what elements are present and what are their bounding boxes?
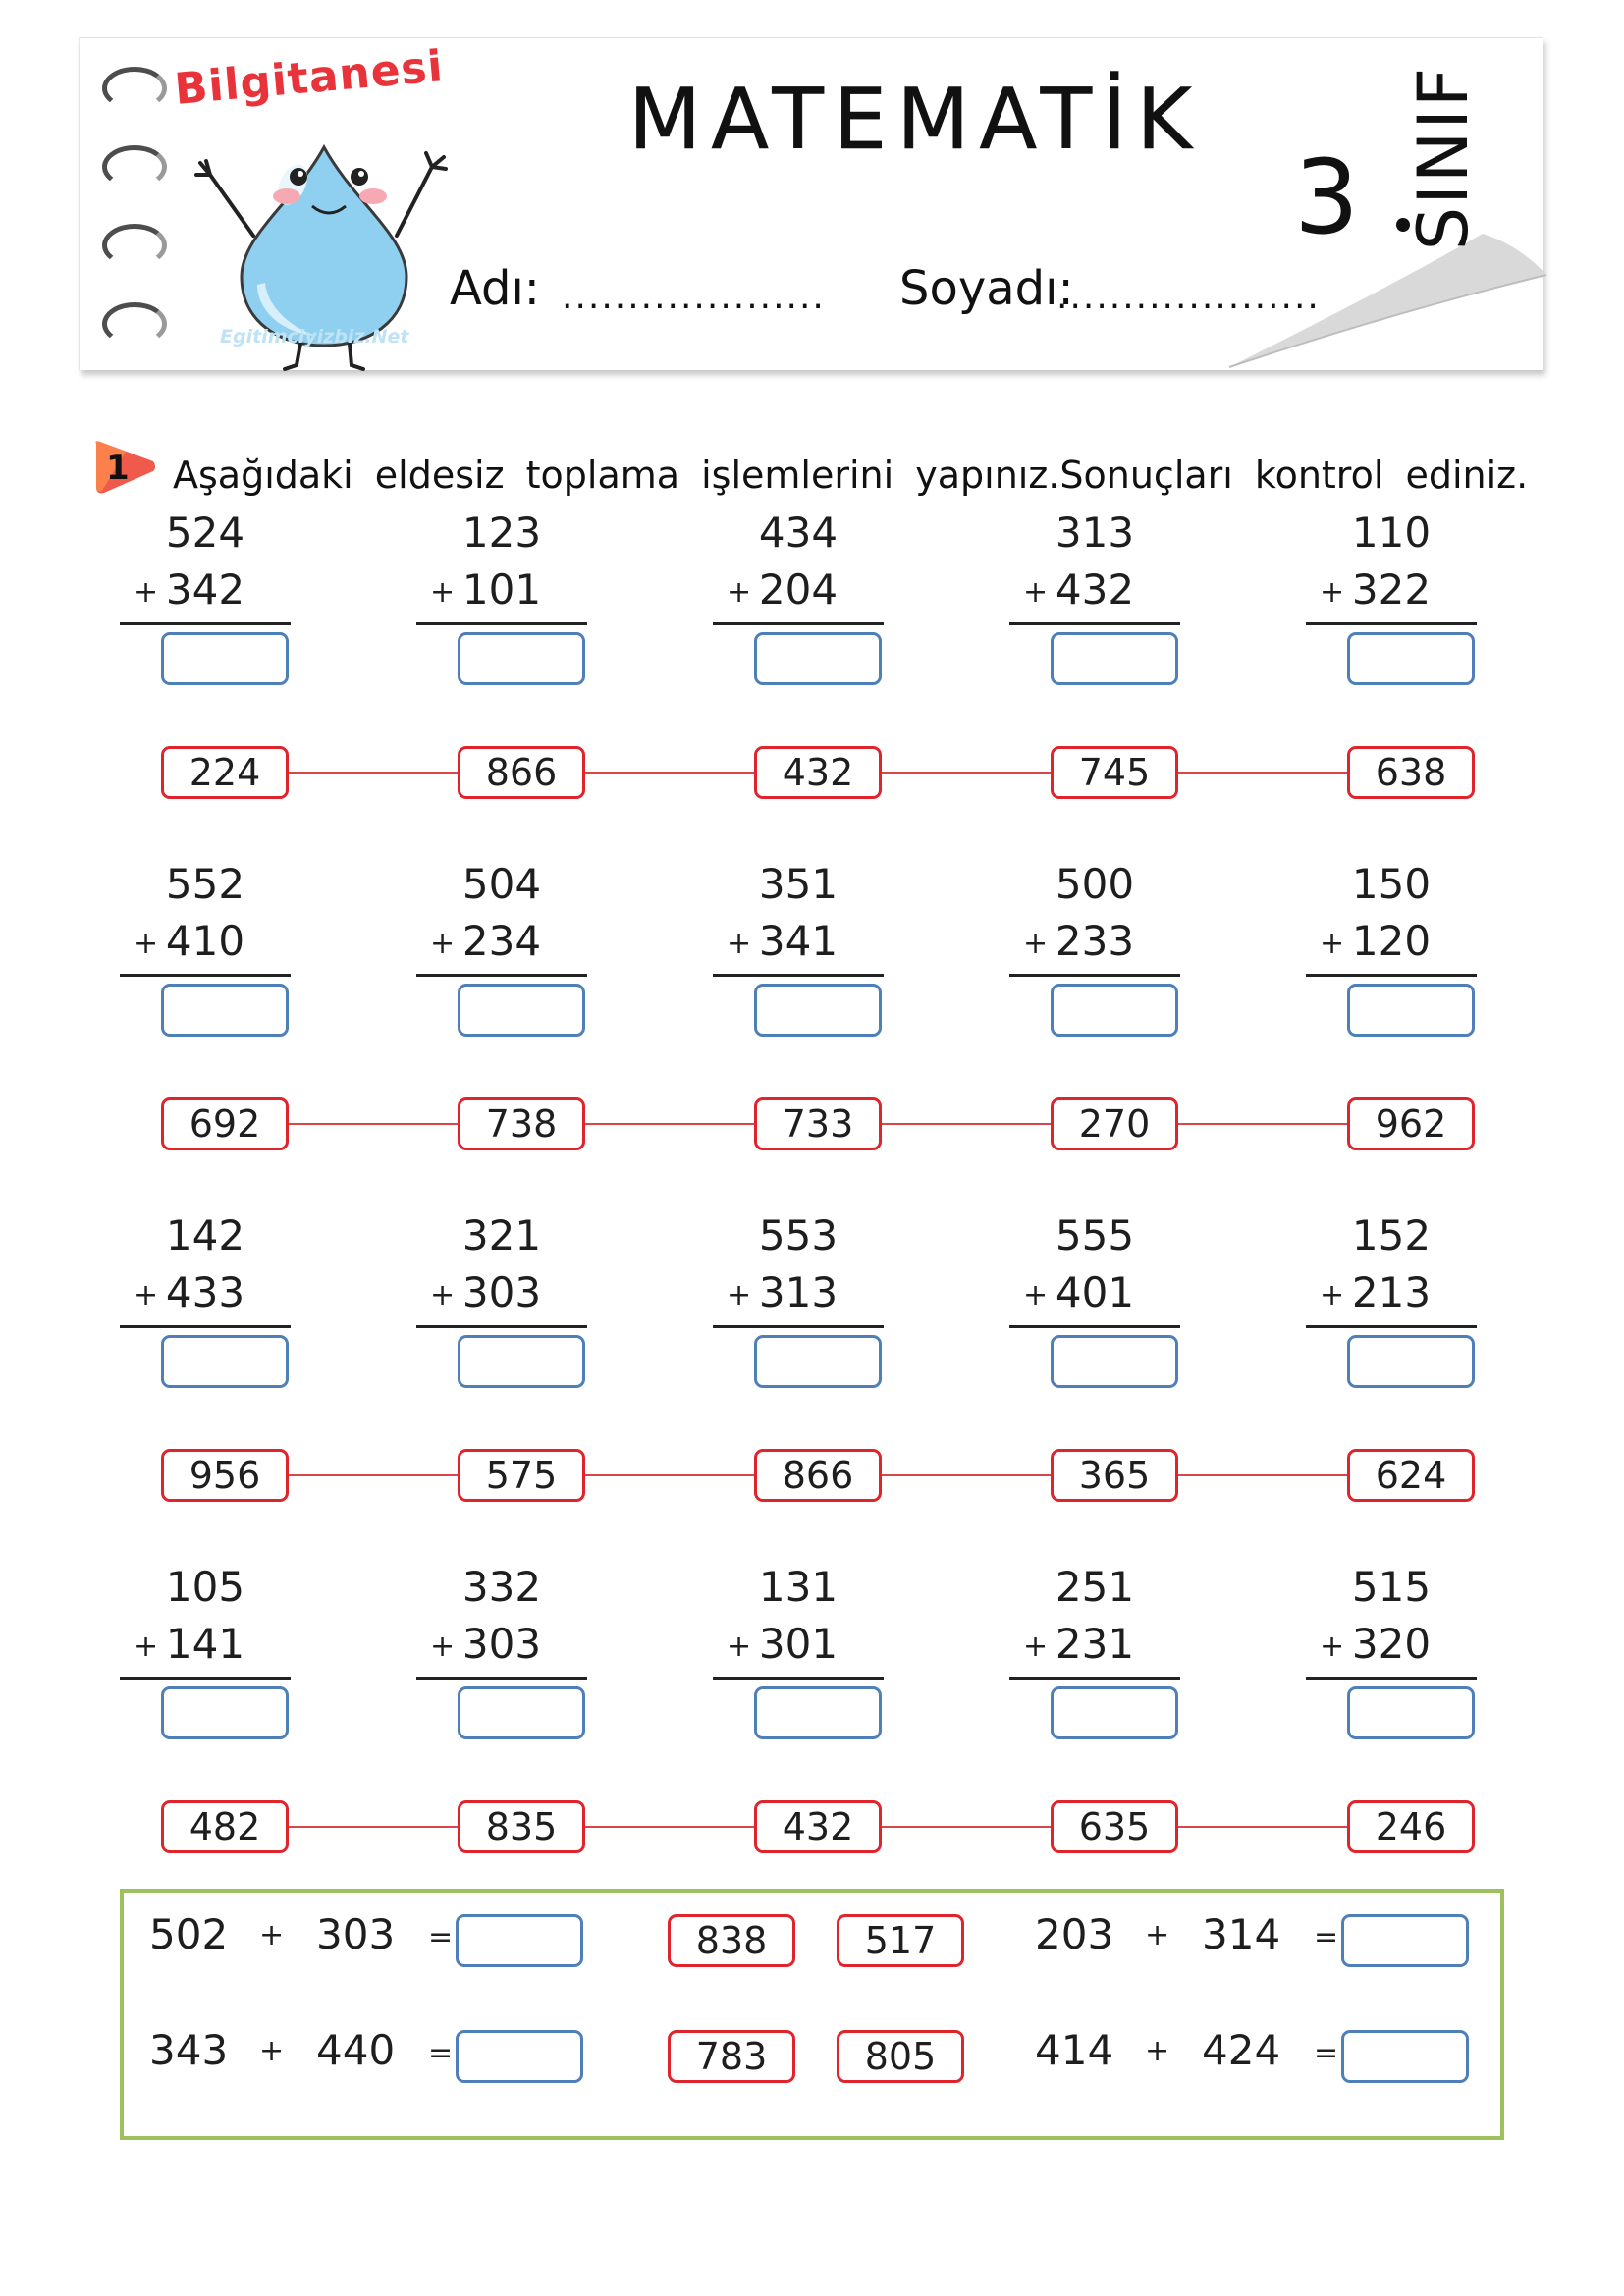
plus-sign: + xyxy=(1320,1278,1345,1312)
sum-line xyxy=(1306,622,1477,625)
plus-sign: + xyxy=(430,1278,456,1312)
addend-top: 110 xyxy=(1351,508,1432,557)
addend-bottom: 234 xyxy=(461,917,542,965)
equation-plus: + xyxy=(1145,2034,1170,2068)
equation-equals: = xyxy=(1314,2036,1339,2070)
equation-addend-b: 440 xyxy=(316,2026,396,2074)
spiral-ring-icon xyxy=(102,302,167,346)
sum-line xyxy=(120,1325,291,1328)
sum-line xyxy=(416,622,587,625)
addend-top: 434 xyxy=(758,508,839,557)
answer-input[interactable] xyxy=(161,984,289,1037)
addend-bottom: 433 xyxy=(165,1268,245,1316)
equation-equals: = xyxy=(1314,1920,1339,1954)
sum-line xyxy=(1306,1325,1477,1328)
addend-top: 105 xyxy=(165,1563,245,1611)
addend-bottom: 342 xyxy=(165,565,245,614)
addend-top: 500 xyxy=(1055,860,1135,908)
equation-addend-a: 343 xyxy=(149,2026,229,2074)
result-option[interactable]: 738 xyxy=(458,1097,585,1150)
equation-addend-a: 203 xyxy=(1035,1910,1114,1958)
addend-bottom: 432 xyxy=(1055,565,1135,614)
addend-bottom: 303 xyxy=(461,1268,542,1316)
result-option[interactable]: 224 xyxy=(161,746,289,799)
answer-input[interactable] xyxy=(1051,984,1178,1037)
answer-input[interactable] xyxy=(1051,632,1178,685)
plus-sign: + xyxy=(1023,927,1049,961)
equation-plus: + xyxy=(259,2034,285,2068)
addend-top: 131 xyxy=(758,1563,839,1611)
answer-input[interactable] xyxy=(458,632,585,685)
result-option[interactable]: 835 xyxy=(458,1800,585,1853)
sum-line xyxy=(1009,1325,1180,1328)
plus-sign: + xyxy=(430,927,456,961)
answer-input[interactable] xyxy=(1347,632,1475,685)
plus-sign: + xyxy=(134,575,159,610)
plus-sign: + xyxy=(134,1629,159,1664)
answer-input[interactable] xyxy=(161,1335,289,1388)
addend-bottom: 120 xyxy=(1351,917,1432,965)
addend-top: 351 xyxy=(758,860,839,908)
addend-top: 524 xyxy=(165,508,245,557)
sum-line xyxy=(1306,974,1477,977)
result-option[interactable]: 692 xyxy=(161,1097,289,1150)
sum-line xyxy=(416,1325,587,1328)
addend-top: 504 xyxy=(461,860,542,908)
answer-input[interactable] xyxy=(458,984,585,1037)
result-option[interactable]: 866 xyxy=(458,746,585,799)
answer-input[interactable] xyxy=(754,632,882,685)
addend-bottom: 322 xyxy=(1351,565,1432,614)
equation-addend-b: 303 xyxy=(316,1910,396,1958)
spiral-ring-icon xyxy=(102,67,167,110)
answer-input[interactable] xyxy=(161,1686,289,1739)
result-option[interactable]: 432 xyxy=(754,746,882,799)
result-option[interactable]: 482 xyxy=(161,1800,289,1853)
surname-field[interactable]: .................... xyxy=(1056,277,1321,317)
answer-input[interactable] xyxy=(754,984,882,1037)
result-option[interactable]: 270 xyxy=(1051,1097,1178,1150)
surname-label: Soyadı: xyxy=(899,261,1074,316)
answer-input[interactable] xyxy=(1051,1686,1178,1739)
addend-bottom: 233 xyxy=(1055,917,1135,965)
sum-line xyxy=(713,1325,884,1328)
addend-bottom: 301 xyxy=(758,1620,839,1668)
sum-line xyxy=(416,1677,587,1680)
plus-sign: + xyxy=(1320,927,1345,961)
sum-line xyxy=(416,974,587,977)
equation-addend-b: 314 xyxy=(1202,1910,1281,1958)
spiral-ring-icon xyxy=(102,145,167,188)
addend-top: 313 xyxy=(1055,508,1135,557)
equation-plus: + xyxy=(1145,1918,1170,1952)
question-instruction: Aşağıdaki eldesiz toplama işlemlerini yapınız.Sonuçları kontrol ediniz. xyxy=(173,454,1529,497)
addend-top: 150 xyxy=(1351,860,1432,908)
equation-plus: + xyxy=(259,1918,285,1952)
addend-bottom: 401 xyxy=(1055,1268,1135,1316)
brand-site: Egitimciyizbiz.Net xyxy=(220,326,409,347)
sum-line xyxy=(713,1677,884,1680)
addend-bottom: 341 xyxy=(758,917,839,965)
result-option[interactable]: 962 xyxy=(1347,1097,1475,1150)
question-number: 1 xyxy=(106,449,130,488)
addend-top: 321 xyxy=(461,1211,542,1259)
plus-sign: + xyxy=(1023,1629,1049,1664)
answer-input[interactable] xyxy=(1051,1335,1178,1388)
plus-sign: + xyxy=(1320,1629,1345,1664)
answer-input[interactable] xyxy=(1347,1335,1475,1388)
result-option[interactable]: 517 xyxy=(837,1914,964,1967)
sum-line xyxy=(713,622,884,625)
result-option[interactable]: 956 xyxy=(161,1449,289,1502)
answer-input[interactable] xyxy=(458,1686,585,1739)
answer-input[interactable] xyxy=(1347,1686,1475,1739)
name-field[interactable]: .................... xyxy=(562,277,826,317)
addend-top: 123 xyxy=(461,508,542,557)
grade-number: 3 xyxy=(1294,137,1360,257)
sum-line xyxy=(1009,974,1180,977)
plus-sign: + xyxy=(430,575,456,610)
mixed-equations-box xyxy=(120,1889,1504,2140)
plus-sign: + xyxy=(430,1629,456,1664)
result-option[interactable]: 246 xyxy=(1347,1800,1475,1853)
addend-top: 332 xyxy=(461,1563,542,1611)
addend-bottom: 231 xyxy=(1055,1620,1135,1668)
sum-line xyxy=(120,1677,291,1680)
equation-equals: = xyxy=(428,1920,454,1954)
equation-addend-a: 502 xyxy=(149,1910,229,1958)
answer-input[interactable] xyxy=(1347,984,1475,1037)
spiral-ring-icon xyxy=(102,224,167,267)
result-option[interactable]: 575 xyxy=(458,1449,585,1502)
answer-input[interactable] xyxy=(458,1335,585,1388)
addend-bottom: 141 xyxy=(165,1620,245,1668)
plus-sign: + xyxy=(727,575,752,610)
plus-sign: + xyxy=(727,927,752,961)
result-option[interactable]: 365 xyxy=(1051,1449,1178,1502)
plus-sign: + xyxy=(1023,575,1049,610)
addend-bottom: 303 xyxy=(461,1620,542,1668)
result-option[interactable]: 783 xyxy=(668,2030,795,2083)
sum-line xyxy=(1306,1677,1477,1680)
grade-label: SINIF xyxy=(1403,65,1484,251)
result-option[interactable]: 635 xyxy=(1051,1800,1178,1853)
result-option[interactable]: 624 xyxy=(1347,1449,1475,1502)
addend-top: 555 xyxy=(1055,1211,1135,1259)
plus-sign: + xyxy=(727,1278,752,1312)
plus-sign: + xyxy=(134,1278,159,1312)
result-option[interactable]: 866 xyxy=(754,1449,882,1502)
result-option[interactable]: 733 xyxy=(754,1097,882,1150)
answer-input[interactable] xyxy=(754,1686,882,1739)
plus-sign: + xyxy=(727,1629,752,1664)
addend-bottom: 213 xyxy=(1351,1268,1432,1316)
equation-equals: = xyxy=(428,2036,454,2070)
sum-line xyxy=(713,974,884,977)
page-title: MATEMATİK xyxy=(628,71,1202,169)
sum-line xyxy=(120,622,291,625)
addend-bottom: 320 xyxy=(1351,1620,1432,1668)
addend-top: 152 xyxy=(1351,1211,1432,1259)
answer-input[interactable] xyxy=(754,1335,882,1388)
addend-top: 552 xyxy=(165,860,245,908)
result-option[interactable]: 838 xyxy=(668,1914,795,1967)
addend-bottom: 410 xyxy=(165,917,245,965)
result-option[interactable]: 805 xyxy=(837,2030,964,2083)
brand-name: Bilgitanesi xyxy=(172,41,446,115)
question-number-badge-icon xyxy=(92,438,157,497)
addend-bottom: 313 xyxy=(758,1268,839,1316)
addend-bottom: 101 xyxy=(461,565,542,614)
answer-input[interactable] xyxy=(161,632,289,685)
sum-line xyxy=(1009,622,1180,625)
result-option[interactable]: 638 xyxy=(1347,746,1475,799)
result-option[interactable]: 432 xyxy=(754,1800,882,1853)
plus-sign: + xyxy=(1023,1278,1049,1312)
addend-top: 142 xyxy=(165,1211,245,1259)
addend-bottom: 204 xyxy=(758,565,839,614)
name-label: Adı: xyxy=(450,261,540,316)
equation-addend-a: 414 xyxy=(1035,2026,1114,2074)
addend-top: 515 xyxy=(1351,1563,1432,1611)
plus-sign: + xyxy=(1320,575,1345,610)
equation-addend-b: 424 xyxy=(1202,2026,1281,2074)
plus-sign: + xyxy=(134,927,159,961)
result-option[interactable]: 745 xyxy=(1051,746,1178,799)
sum-line xyxy=(1009,1677,1180,1680)
addend-top: 553 xyxy=(758,1211,839,1259)
addend-top: 251 xyxy=(1055,1563,1135,1611)
sum-line xyxy=(120,974,291,977)
